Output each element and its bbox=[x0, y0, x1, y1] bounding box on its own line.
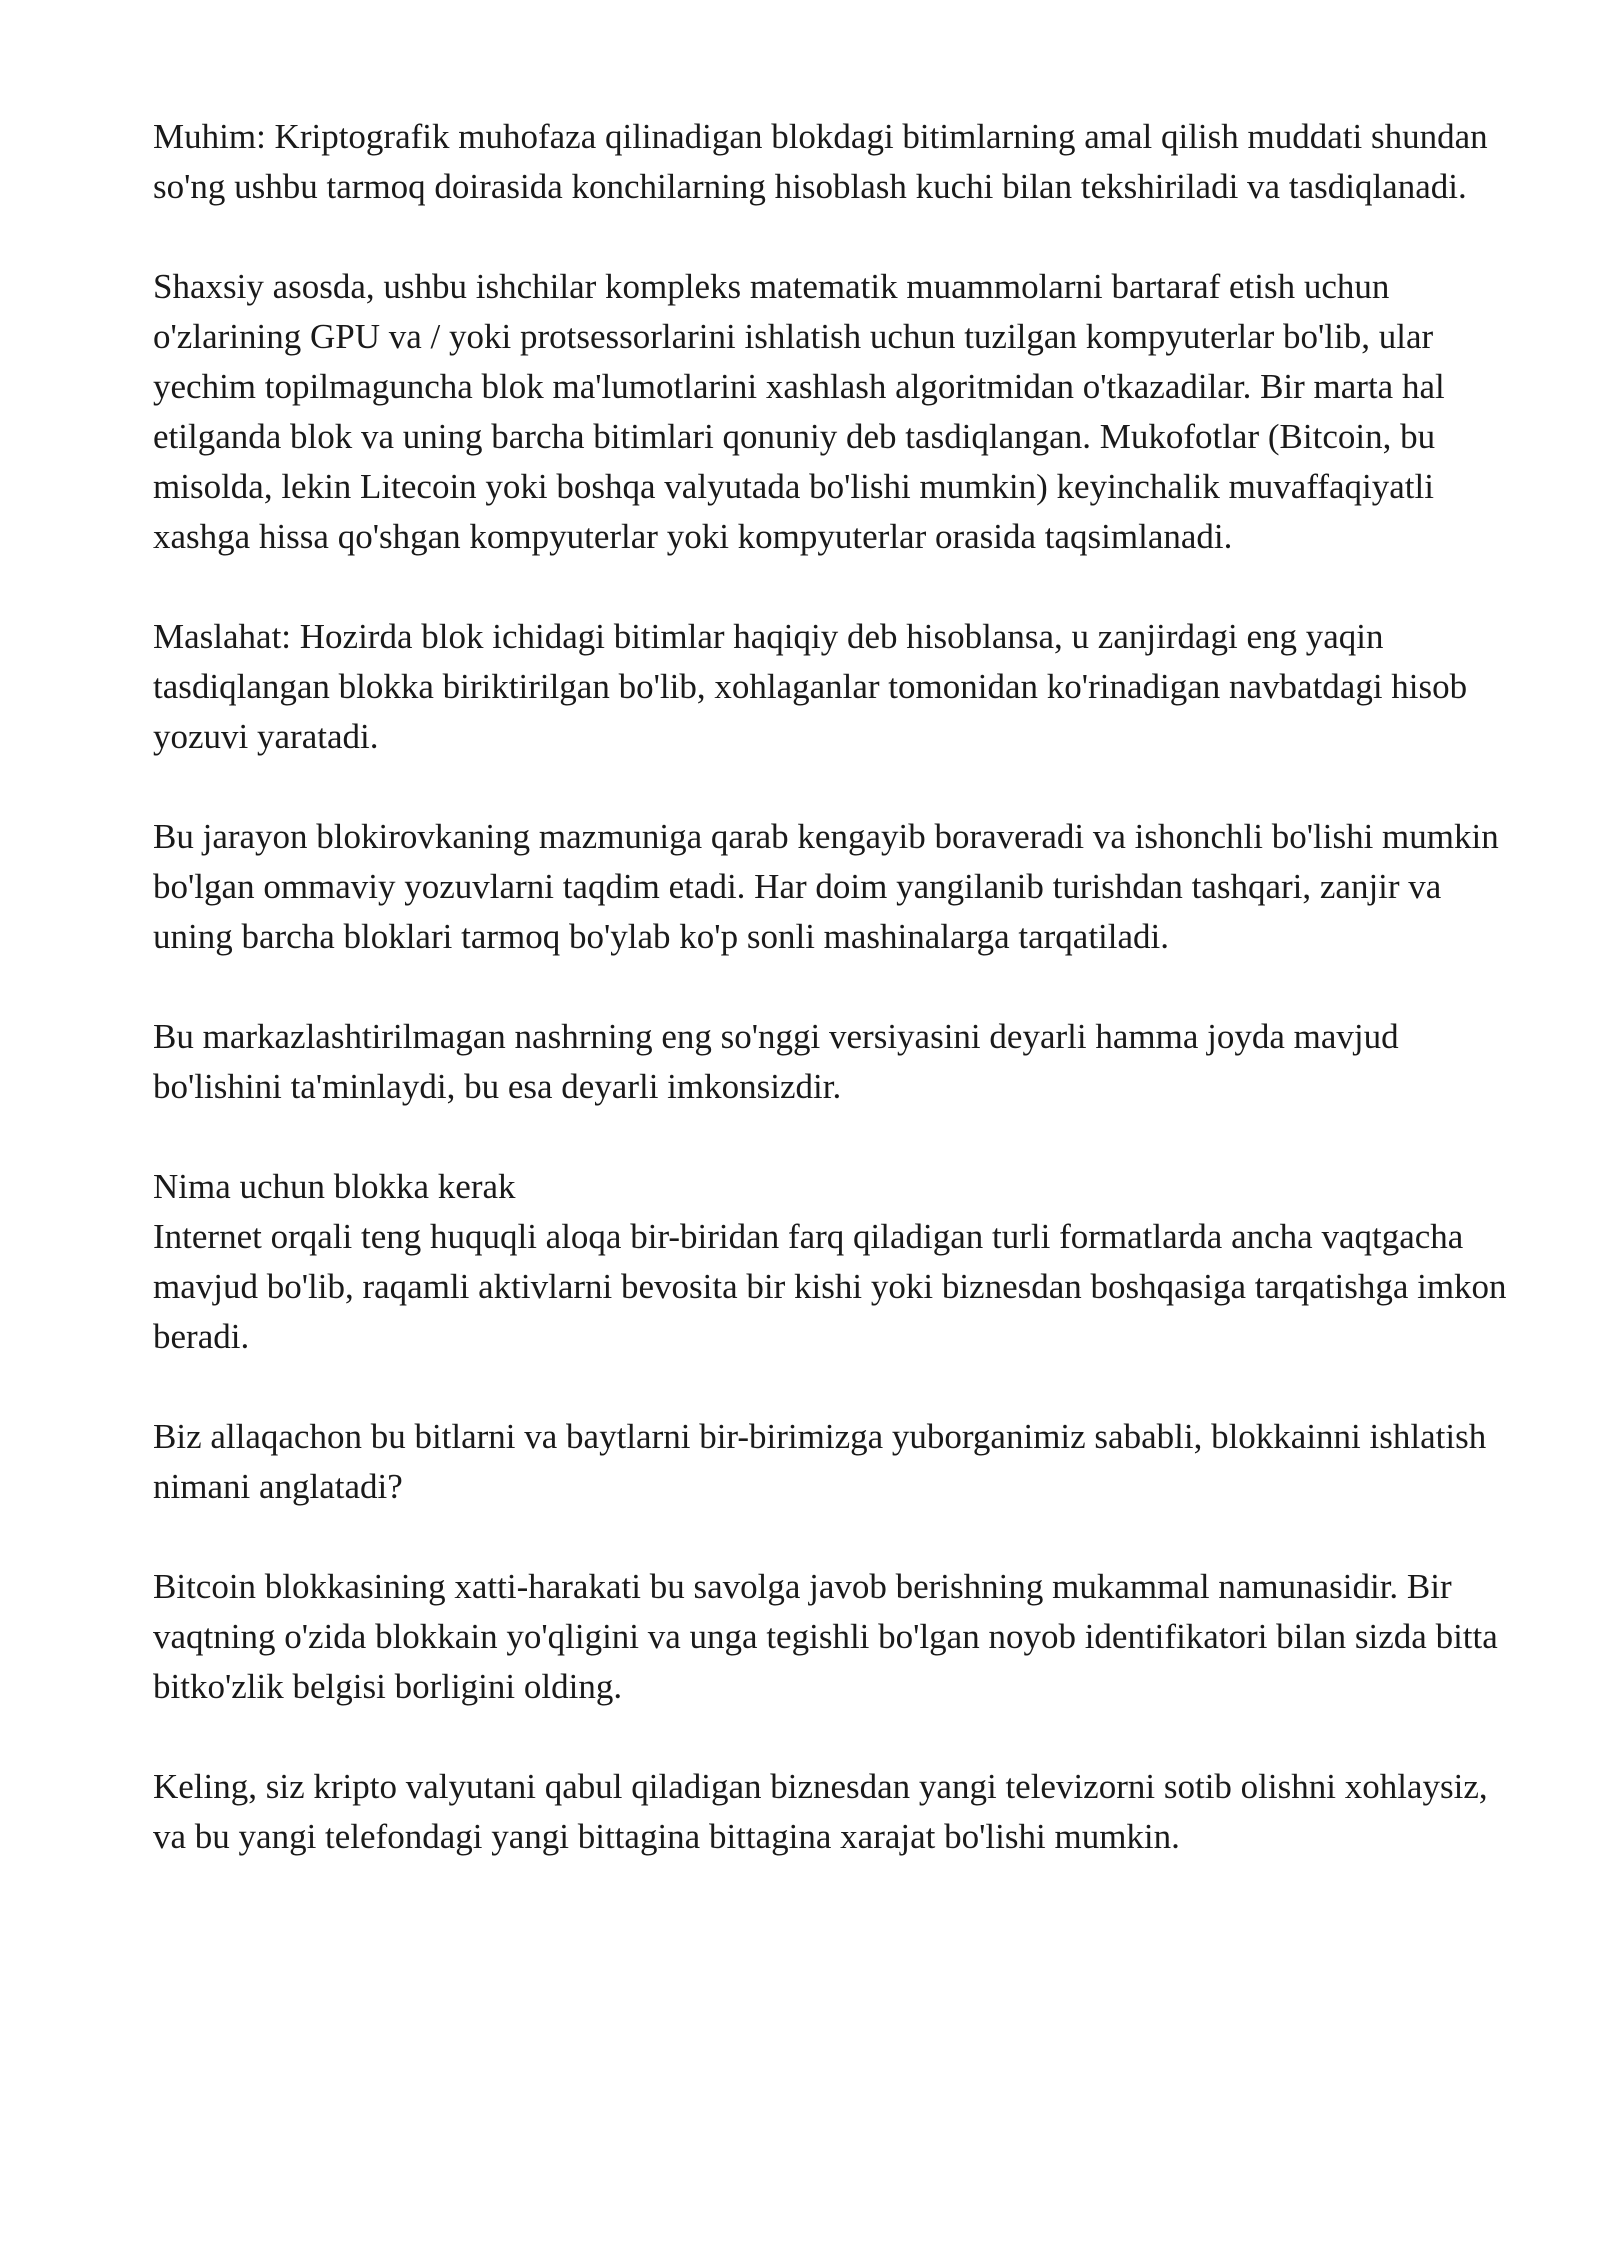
paragraph-maslahat: Maslahat: Hozirda blok ichidagi bitimlar haqiqiy deb hisoblansa, u zanjirdagi eng yaqin tasdiqlangan blokka biriktirilgan bo'lib, xohlaganlar tomonidan ko'rinadigan navbatdagi hisob yozuvi yaratadi. bbox=[153, 617, 1468, 756]
section-heading: Nima uchun blokka kerak bbox=[153, 1167, 516, 1206]
paragraph-jarayon: Bu jarayon blokirovkaning mazmuniga qarab kengayib boraveradi va ishonchli bo'lishi mumkin bo'lgan ommaviy yozuvlarni taqdim etadi. Har doim yangilanib turishdan tashqari, zanjir va uning barcha bloklari tarmoq bo'ylab ko'p sonli mashinalarga tarqatiladi. bbox=[153, 817, 1499, 956]
paragraph-shaxsiy: Shaxsiy asosda, ushbu ishchilar kompleks matematik muammolarni bartaraf etish uchun o'zlarining GPU va / yoki protsessorlarini ishlatish uchun tuzilgan kompyuterlar bo'lib, ular yechim topilmaguncha blok ma'lumotlarini xashlash algoritmidan o'tkazadilar. Bir marta hal etilganda blok va uning barcha bitimlari qonuniy deb tasdiqlangan. Mukofotlar (Bitcoin, bu misolda, lekin Litecoin yoki boshqa valyutada bo'lishi mumkin) keyinchalik muvaffaqiyatli xashga hissa qo'shgan kompyuterlar yoki kompyuterlar orasida taqsimlanadi. bbox=[153, 267, 1445, 556]
paragraph-keling: Keling, siz kripto valyutani qabul qiladigan biznesdan yangi televizorni sotib olishni xohlaysiz, va bu yangi telefondagi yangi bittagina bittagina xarajat bo'lishi mumkin. bbox=[153, 1767, 1488, 1856]
document-body bbox=[153, 112, 1513, 1862]
paragraph-internet: Internet orqali teng huquqli aloqa bir-biridan farq qiladigan turli formatlarda ancha vaqtgacha mavjud bo'lib, raqamli aktivlarni bevosita bir kishi yoki biznesdan boshqasiga tarqatishga imkon beradi. bbox=[153, 1217, 1507, 1356]
paragraph-bitcoin: Bitcoin blokkasining xatti-harakati bu savolga javob berishning mukammal namunasidir. Bir vaqtning o'zida blokkain yo'qligini va unga tegishli bo'lgan noyob identifikatori bilan sizda bitta bitko'zlik belgisi borligini olding. bbox=[153, 1567, 1498, 1706]
paragraph-markazlashtirilmagan: Bu markazlashtirilmagan nashrning eng so'nggi versiyasini deyarli hamma joyda mavjud bo'lishini ta'minlaydi, bu esa deyarli imkonsizdir. bbox=[153, 1017, 1399, 1106]
paragraph-bitlar: Biz allaqachon bu bitlarni va baytlarni bir-birimizga yuborganimiz sababli, blokkainni ishlatish nimani anglatadi? bbox=[153, 1417, 1487, 1506]
paragraph-muhim: Muhim: Kriptografik muhofaza qilinadigan blokdagi bitimlarning amal qilish muddati shundan so'ng ushbu tarmoq doirasida konchilarning hisoblash kuchi bilan tekshiriladi va tasdiqlanadi. bbox=[153, 117, 1488, 206]
